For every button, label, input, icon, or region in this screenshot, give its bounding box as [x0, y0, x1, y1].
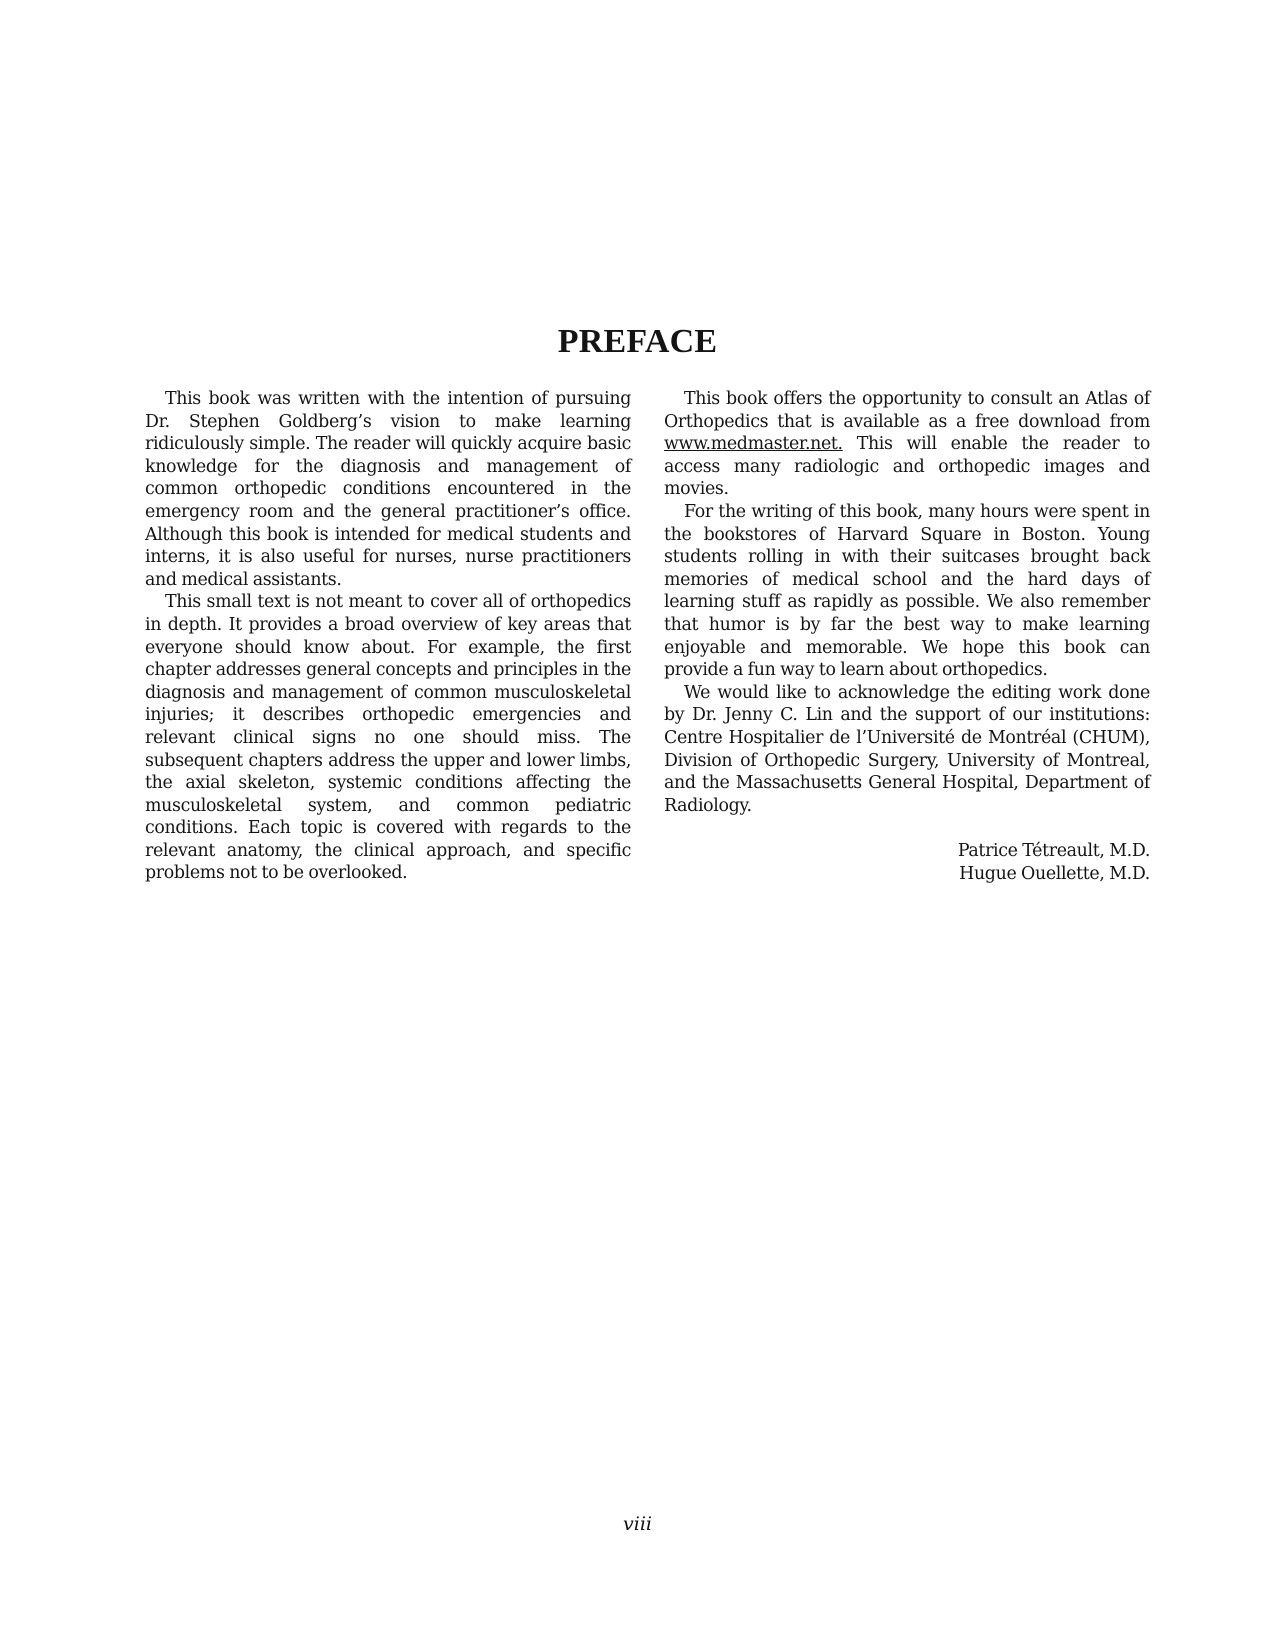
page-title: PREFACE: [557, 323, 718, 360]
author-signature-1: Patrice Tétreault, M.D.: [957, 841, 1150, 862]
paragraph-text: This book offers the opportunity to consult an Atlas of Orthopedics that is available as a free download from: [664, 389, 1150, 432]
preface-paragraph-5: We would like to acknowledge the editing work done by Dr. Jenny C. Lin and the support of our institutions: Centre Hospitalier de l’Université de Montréal (CHUM), Division of Orthopedic Surgery, University of Montreal, and the Massachusetts General Hospital, Department of Radiology.: [664, 682, 1150, 816]
preface-paragraph-1: This book was written with the intention of pursuing Dr. Stephen Goldberg’s vision to make learning ridiculously simple. The reader will quickly acquire basic knowledge for the diagnosis and management of common orthopedic conditions encountered in the emergency room and the general practitioner’s office. Although this book is intended for medical students and interns, it is also useful for nurses, nurse practitioners and medical assistants.: [145, 389, 631, 590]
medmaster-link[interactable]: www.medmaster.net.: [664, 434, 843, 455]
author-signature-2: Hugue Ouellette, M.D.: [959, 863, 1150, 884]
preface-paragraph-3: [664, 388, 1150, 501]
preface-paragraph-4: For the writing of this book, many hours were spent in the bookstores of Harvard Square in Boston. Young students rolling in with their suitcases brought back memories of medical school and the hard days of learning stuff as rapidly as possible. We also remember that humor is by far the best way to make learning enjoyable and memorable. We hope this book can provide a fun way to learn about orthopedics.: [664, 501, 1150, 681]
right-column: [664, 388, 1150, 885]
left-column: [145, 388, 631, 885]
preface-paragraph-2: This small text is not meant to cover all of orthopedics in depth. It provides a broad overview of key areas that everyone should know about. For example, the first chapter addresses general concepts and principles in the diagnosis and management of common musculoskeletal injuries; it describes orthopedic emergencies and relevant clinical signs no one should miss. The subsequent chapters address the upper and lower limbs, the axial skeleton, systemic conditions affecting the musculoskeletal system, and common pediatric conditions. Each topic is covered with regards to the relevant anatomy, the clinical approach, and specific problems not to be overlooked.: [145, 592, 631, 884]
signature-block: [664, 840, 1150, 885]
page-number: viii: [623, 1513, 652, 1535]
paragraph-text: This will enable the reader to access many radiologic and orthopedic images and movies.: [664, 434, 1150, 500]
